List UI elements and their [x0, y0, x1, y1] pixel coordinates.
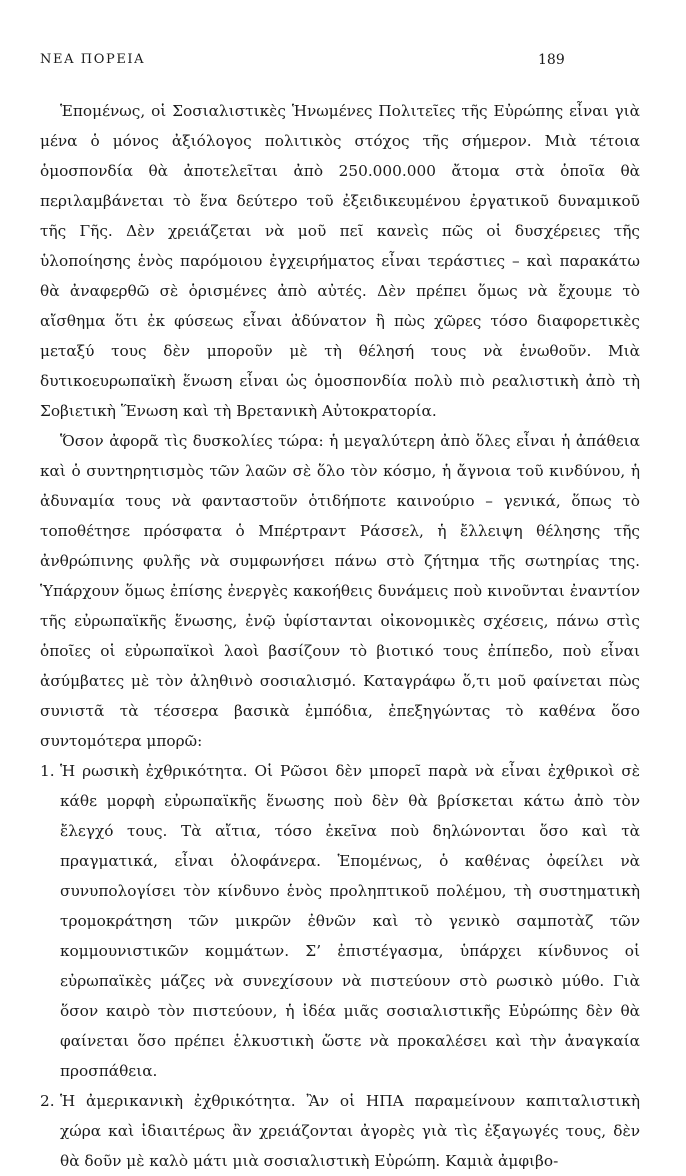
page-number: 189 — [538, 52, 565, 68]
list-item-text: Ἡ ρωσικὴ ἐχθρικότητα. Οἱ Ρῶσοι δὲν μπορεῖ παρὰ νὰ εἶναι ἐχθρικοὶ σὲ κάθε μορφὴ εὐρωπαϊκῆς ἕνωσης ποὺ δὲν θὰ βρίσκεται κάτω ἀπὸ τὸν ἔλεγχό τους. Τὰ αἴτια, τόσο ἐκεῖνα ποὺ δηλώνονται ὅσο καὶ τὰ πραγματικά, εἶναι ὁλοφάνερα. Ἑπομένως, ὁ καθένας ὀφείλει νὰ συνυπολογίσει τὸν κίνδυνο ἑνὸς προληπτικοῦ πολέμου, τὴ συστηματικὴ τρομοκράτηση τῶν μικρῶν ἐθνῶν καὶ τὸ γενικὸ σαμποτὰζ τῶν κομμουνιστικῶν κομμάτων. Σ’ ἐπιστέγασμα, ὑπάρχει κίνδυνος οἱ εὐρωπαϊκὲς μάζες νὰ συνεχίσουν νὰ πιστεύουν στὸ ρωσικὸ μύθο. Γιὰ ὅσον καιρὸ τὸν πιστεύουν, ἡ ἰδέα μιᾶς σοσιαλιστικῆς Εὐρώπης δὲν θὰ φαίνεται ὅσο πρέπει ἑλκυστικὴ ὥστε νὰ προκαλέσει καὶ τὴν ἀναγκαία προσπάθεια. — [60, 762, 640, 1080]
list-item — [40, 756, 640, 1086]
list-item — [40, 1086, 640, 1176]
list-number: 1. — [40, 762, 55, 780]
list-number: 2. — [40, 1092, 55, 1110]
numbered-list — [40, 756, 640, 1176]
running-title: ΝΕΑ ΠΟΡΕΙΑ — [40, 52, 146, 67]
paragraph: Ἑπομένως, οἱ Σοσιαλιστικὲς Ἡνωμένες Πολιτεῖες τῆς Εὐρώπης εἶναι γιὰ μένα ὁ μόνος ἀξιόλογος πολιτικὸς στόχος τῆς σήμερον. Μιὰ τέτοια ὁμοσπονδία θὰ ἀποτελεῖται ἀπὸ 250.000.000 ἄτομα στὰ ὁποῖα θὰ περιλαμβάνεται τὸ ἕνα δεύτερο τοῦ ἐξειδικευμένου ἐργατικοῦ δυναμικοῦ τῆς Γῆς. Δὲν χρειάζεται νὰ μοῦ πεῖ κανεὶς πῶς οἱ δυσχέρειες τῆς ὑλοποίησης ἑνὸς παρόμοιου ἐγχειρήματος εἶναι τεράστιες – καὶ παρακάτω θὰ ἀναφερθῶ σὲ ὁρισμένες ἀπὸ αὐτές. Δὲν πρέπει ὅμως νὰ ἔχουμε τὸ αἴσθημα ὅτι ἐκ φύσεως εἶναι ἀδύνατον ἢ πὼς χῶρες τόσο διαφορετικὲς μεταξύ τους δὲν μποροῦν μὲ τὴ θέλησή τους νὰ ἑνωθοῦν. Μιὰ δυτικοευρωπαϊκὴ ἕνωση εἶναι ὡς ὁμοσπονδία πολὺ πιὸ ρεαλιστικὴ ἀπὸ τὴ Σοβιετικὴ Ἕνωση καὶ τὴ Βρετανικὴ Αὐτοκρατορία. — [40, 102, 640, 420]
list-item-text: Ἡ ἀμερικανικὴ ἐχθρικότητα. Ἂν οἱ ΗΠΑ παραμείνουν καπιταλιστικὴ χώρα καὶ ἰδιαιτέρως ἂν χρειάζονται ἀγορὲς γιὰ τὶς ἐξαγωγές τους, δὲν θὰ δοῦν μὲ καλὸ μάτι μιὰ σοσιαλιστικὴ Εὐρώπη. Καμιὰ ἀμφιβο- — [60, 1092, 640, 1170]
paragraph: Ὅσον ἀφορᾶ τὶς δυσκολίες τώρα: ἡ μεγαλύτερη ἀπὸ ὅλες εἶναι ἡ ἀπάθεια καὶ ὁ συντηρητισμὸς τῶν λαῶν σὲ ὅλο τὸν κόσμο, ἡ ἄγνοια τοῦ κινδύνου, ἡ ἀδυναμία τους νὰ φανταστοῦν ὁτιδήποτε καινούριο – γενικά, ὅπως τὸ τοποθέτησε πρόσφατα ὁ Μπέρτραντ Ράσσελ, ἡ ἔλλειψη θέλησης τῆς ἀνθρώπινης φυλῆς νὰ συμφωνήσει πάνω στὸ ζήτημα τῆς σωτηρίας της. Ὑπάρχουν ὅμως ἐπίσης ἐνεργὲς κακοήθεις δυνάμεις ποὺ κινοῦνται ἐναντίον τῆς εὐρωπαϊκῆς ἕνωσης, ἐνῷ ὑφίστανται οἰκονομικὲς σχέσεις, πάνω στὶς ὁποῖες οἱ εὐρωπαϊκοὶ λαοὶ βασίζουν τὸ βιοτικό τους ἐπίπεδο, ποὺ εἶναι ἀσύμβατες μὲ τὸν ἀληθινὸ σοσιαλισμό. Καταγράφω ὅ,τι μοῦ φαίνεται πὼς συνιστᾶ τὰ τέσσερα βασικὰ ἐμπόδια, ἐπεξηγώντας τὸ καθένα ὅσο συντομότερα μπορῶ: — [40, 432, 640, 750]
page-body — [40, 96, 640, 1176]
